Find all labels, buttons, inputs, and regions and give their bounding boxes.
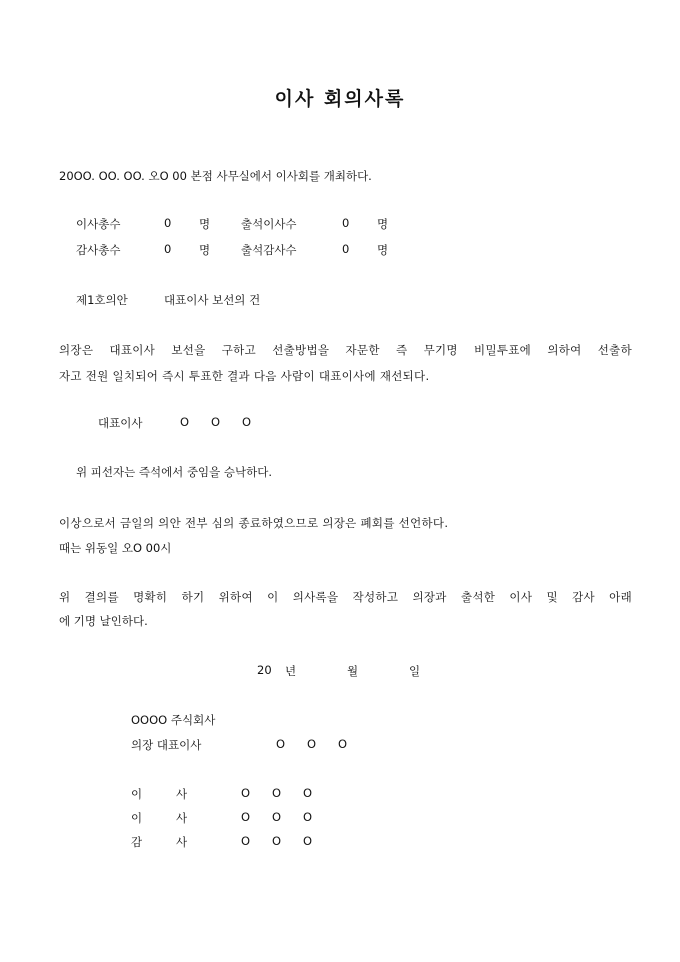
date-year: 20	[257, 663, 272, 677]
name-circle: O	[180, 415, 190, 429]
signatory-role-second: 사	[176, 835, 188, 849]
closing-line-1: 이상으로서 금일의 의안 전부 심의 종료하였으므로 의장은 폐회를 선언하다.	[59, 516, 449, 530]
directors-present-label: 출석이사수	[241, 217, 297, 231]
page-title: 이사 회의사록	[274, 88, 406, 110]
elected-name-placeholder	[180, 415, 273, 429]
chairman-role: 의장 대표이사	[131, 738, 202, 752]
attestation-line-2: 에 기명 날인하다.	[59, 614, 148, 628]
acceptance-statement: 위 피선자는 즉석에서 중임을 승낙하다.	[76, 465, 273, 479]
auditors-present-value: 0	[342, 242, 350, 256]
signatory-name-placeholder	[241, 810, 334, 824]
signatory-role-first: 감	[131, 835, 143, 849]
agenda-number: 제1호의안	[76, 293, 128, 307]
auditors-total-unit: 명	[199, 243, 211, 257]
directors-total-unit: 명	[199, 217, 211, 231]
directors-present-value: 0	[342, 216, 350, 230]
signatory-role-first: 이	[131, 787, 143, 801]
name-circle: O	[241, 810, 251, 824]
elected-role: 대표이사	[98, 416, 143, 430]
name-circle: O	[242, 415, 252, 429]
signatory-role-first: 이	[131, 811, 143, 825]
signatory-role-second: 사	[176, 787, 188, 801]
date-month-unit: 월	[347, 664, 359, 678]
directors-total-value: 0	[164, 216, 172, 230]
name-circle: O	[303, 786, 313, 800]
agenda-subject: 대표이사 보선의 건	[164, 293, 261, 307]
name-circle: O	[272, 810, 282, 824]
opening-statement: 20OO. OO. OO. 오O 00 본점 사무실에서 이사회를 개최하다.	[59, 169, 372, 183]
name-circle: O	[303, 834, 313, 848]
date-day-unit: 일	[409, 664, 421, 678]
company-name: OOOO 주식회사	[131, 713, 216, 727]
name-circle: O	[241, 786, 251, 800]
name-circle: O	[241, 834, 251, 848]
name-circle: O	[272, 786, 282, 800]
name-circle: O	[307, 737, 317, 751]
name-circle: O	[303, 810, 313, 824]
auditors-total-label: 감사총수	[76, 243, 121, 257]
name-circle: O	[338, 737, 348, 751]
name-circle: O	[211, 415, 221, 429]
date-year-unit: 년	[285, 664, 297, 678]
directors-present-unit: 명	[377, 217, 389, 231]
closing-line-2: 때는 위동일 오O 00시	[59, 541, 172, 555]
resolution-line-2: 자고 전원 일치되어 즉시 투표한 결과 다음 사람이 대표이사에 재선되다.	[59, 369, 430, 383]
signatory-name-placeholder	[241, 834, 334, 848]
name-circle: O	[276, 737, 286, 751]
name-circle: O	[272, 834, 282, 848]
auditors-present-unit: 명	[377, 243, 389, 257]
directors-total-label: 이사총수	[76, 217, 121, 231]
signatory-name-placeholder	[241, 786, 334, 800]
chairman-name-placeholder	[276, 737, 369, 751]
attestation-line-1: 위 결의를 명확히 하기 위하여 이 의사록을 작성하고 의장과 출석한 이사 및 감사 아래	[59, 590, 632, 604]
auditors-total-value: 0	[164, 242, 172, 256]
auditors-present-label: 출석감사수	[241, 243, 297, 257]
resolution-line-1: 의장은 대표이사 보선을 구하고 선출방법을 자문한 즉 무기명 비밀투표에 의하여 선출하	[59, 343, 632, 357]
signatory-role-second: 사	[176, 811, 188, 825]
